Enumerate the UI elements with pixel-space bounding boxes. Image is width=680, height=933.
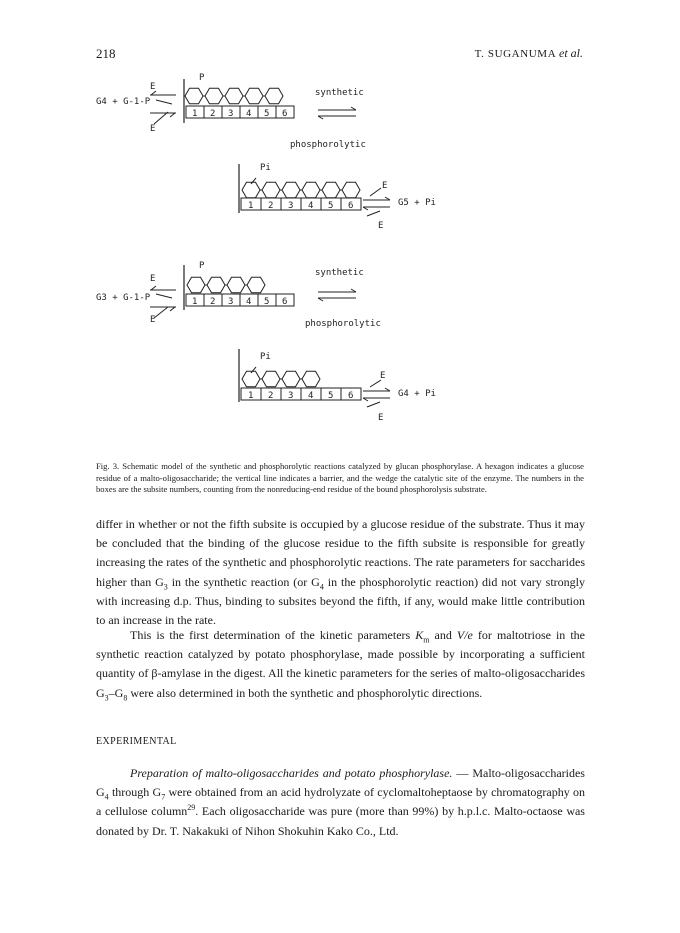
panel-1-equilibrium-arrows bbox=[150, 91, 176, 124]
panel-1-subsites bbox=[186, 106, 294, 118]
panel-1-synthetic-label: synthetic bbox=[315, 88, 364, 98]
page-number: 218 bbox=[96, 46, 116, 61]
body-paragraph-3: Preparation of malto-oligosaccharides and potato phosphorylase. — Malto-oligosaccharides $G_4$ through $G_7$ were obtained from an acid hydrolyzate of cyclomaltoheptaose by chromatography on a cellulose column$^{29}$. Each oligosaccharide was pure (more than 99%) by h.p.l.c. Malto-octaose was donated by Dr. T. Nakakuki of Nihon Shokuhin Kako Co., Ltd. bbox=[96, 766, 585, 838]
panel-3-enzyme-top: E bbox=[150, 274, 156, 284]
running-head-et-al: et al. bbox=[559, 46, 583, 60]
panel-1-enzyme-bottom: E bbox=[150, 124, 156, 134]
panel-2-subsites bbox=[241, 198, 361, 210]
panel-1-phosphate: P bbox=[199, 73, 205, 83]
panel-3-enzyme-bottom: E bbox=[150, 315, 156, 325]
section-heading: EXPERIMENTAL bbox=[96, 736, 177, 747]
panel-4-phosphate: Pi bbox=[260, 352, 271, 362]
body-paragraph-2: This is the first determination of the kinetic parameters $K_m$ and V/e for maltotriose in the synthetic reaction catalyzed by potato phosphorylase, made possible by incorporating a sufficient quantity of β-amylase in the digest. All the kinetic parameters for the series of malto-oligosaccharides $G_3-G_8$ were also determined in both the synthetic and phosphorolytic directions. bbox=[96, 628, 586, 702]
svg-text:4: 4 bbox=[308, 201, 314, 211]
panel-3-reactants: G3 + G-1-P bbox=[96, 293, 151, 303]
running-head-author: T. SUGANUMA bbox=[474, 48, 556, 60]
svg-text:2: 2 bbox=[210, 297, 216, 307]
svg-text:2: 2 bbox=[268, 391, 274, 401]
svg-text:1: 1 bbox=[192, 109, 198, 119]
svg-text:1: 1 bbox=[248, 201, 254, 211]
panel-4-equilibrium-arrows bbox=[363, 380, 390, 407]
panel-4-enzyme-top: E bbox=[380, 371, 386, 381]
svg-text:5: 5 bbox=[328, 201, 334, 211]
svg-text:1: 1 bbox=[248, 391, 254, 401]
panel-3-phosphorolytic-label: phosphorolytic bbox=[305, 319, 381, 329]
panel-3-phosphate: P bbox=[199, 261, 205, 271]
svg-text:5: 5 bbox=[328, 391, 334, 401]
svg-text:1: 1 bbox=[192, 297, 198, 307]
svg-text:6: 6 bbox=[282, 297, 288, 307]
svg-text:5: 5 bbox=[264, 109, 270, 119]
panel-3-subsites bbox=[186, 294, 294, 306]
panel-3-synthetic-label: synthetic bbox=[315, 268, 364, 278]
panel-4-glucose-chain bbox=[242, 371, 320, 387]
svg-text:6: 6 bbox=[282, 109, 288, 119]
svg-text:3: 3 bbox=[228, 297, 234, 307]
panel-4-subsites bbox=[241, 388, 361, 400]
panel-1-direction-arrows bbox=[318, 107, 356, 119]
panel-2-glucose-chain bbox=[242, 182, 360, 198]
svg-text:6: 6 bbox=[348, 391, 354, 401]
panel-2-phosphate: Pi bbox=[260, 163, 271, 173]
svg-text:6: 6 bbox=[348, 201, 354, 211]
panel-4-products: G4 + Pi bbox=[398, 389, 436, 399]
panel-1-reactants: G4 + G-1-P bbox=[96, 97, 151, 107]
panel-4 bbox=[239, 349, 436, 423]
svg-text:4: 4 bbox=[246, 297, 252, 307]
figure-3-diagram bbox=[0, 0, 680, 460]
svg-text:3: 3 bbox=[288, 201, 294, 211]
panel-2-products: G5 + Pi bbox=[398, 198, 436, 208]
panel-1-phosphorolytic-label: phosphorolytic bbox=[290, 140, 366, 150]
svg-text:2: 2 bbox=[268, 201, 274, 211]
panel-1 bbox=[96, 73, 366, 150]
figure-caption: Fig. 3. Schematic model of the synthetic and phosphorolytic reactions catalyzed by glucan phosphorylase. A hexagon indicates a glucose residue of a malto-oligosaccharide; the vertical line indicates a barrier, and the wedge the catalytic site of the enzyme. The numbers in the boxes are the subsite numbers, counting from the nonreducing-end residue of the bound phosphorolysis substrate. bbox=[96, 461, 584, 495]
panel-3-direction-arrows bbox=[318, 289, 356, 301]
panel-2-enzyme-bottom: E bbox=[378, 221, 384, 231]
panel-1-enzyme-top: E bbox=[150, 82, 156, 92]
svg-text:3: 3 bbox=[228, 109, 234, 119]
svg-text:4: 4 bbox=[308, 391, 314, 401]
panel-3-glucose-chain bbox=[187, 277, 265, 293]
panel-2-enzyme-top: E bbox=[382, 181, 388, 191]
panel-3-equilibrium-arrows bbox=[150, 286, 176, 318]
svg-text:4: 4 bbox=[246, 109, 252, 119]
panel-3 bbox=[96, 261, 381, 329]
panel-4-enzyme-bottom: E bbox=[378, 413, 384, 423]
svg-text:2: 2 bbox=[210, 109, 216, 119]
panel-2 bbox=[239, 163, 436, 231]
svg-text:5: 5 bbox=[264, 297, 270, 307]
panel-2-equilibrium-arrows bbox=[363, 188, 390, 216]
panel-1-glucose-chain bbox=[185, 88, 283, 104]
body-paragraph-1: differ in whether or not the fifth subsite is occupied by a glucose residue of the substrate. Thus it may be concluded that the binding of the glucose residue to the fifth subsite is responsible for greatly increasing the rates of the synthetic and phosphorolytic reactions. The rate parameters for saccharides higher than $G_3$ in the synthetic reaction (or $G_4$ in the phosphorolytic reaction) did not vary strongly with increasing d.p. Thus, binding to subsites beyond the fifth, if any, would make little contribution to an increase in the rate. bbox=[96, 517, 586, 628]
svg-text:3: 3 bbox=[288, 391, 294, 401]
